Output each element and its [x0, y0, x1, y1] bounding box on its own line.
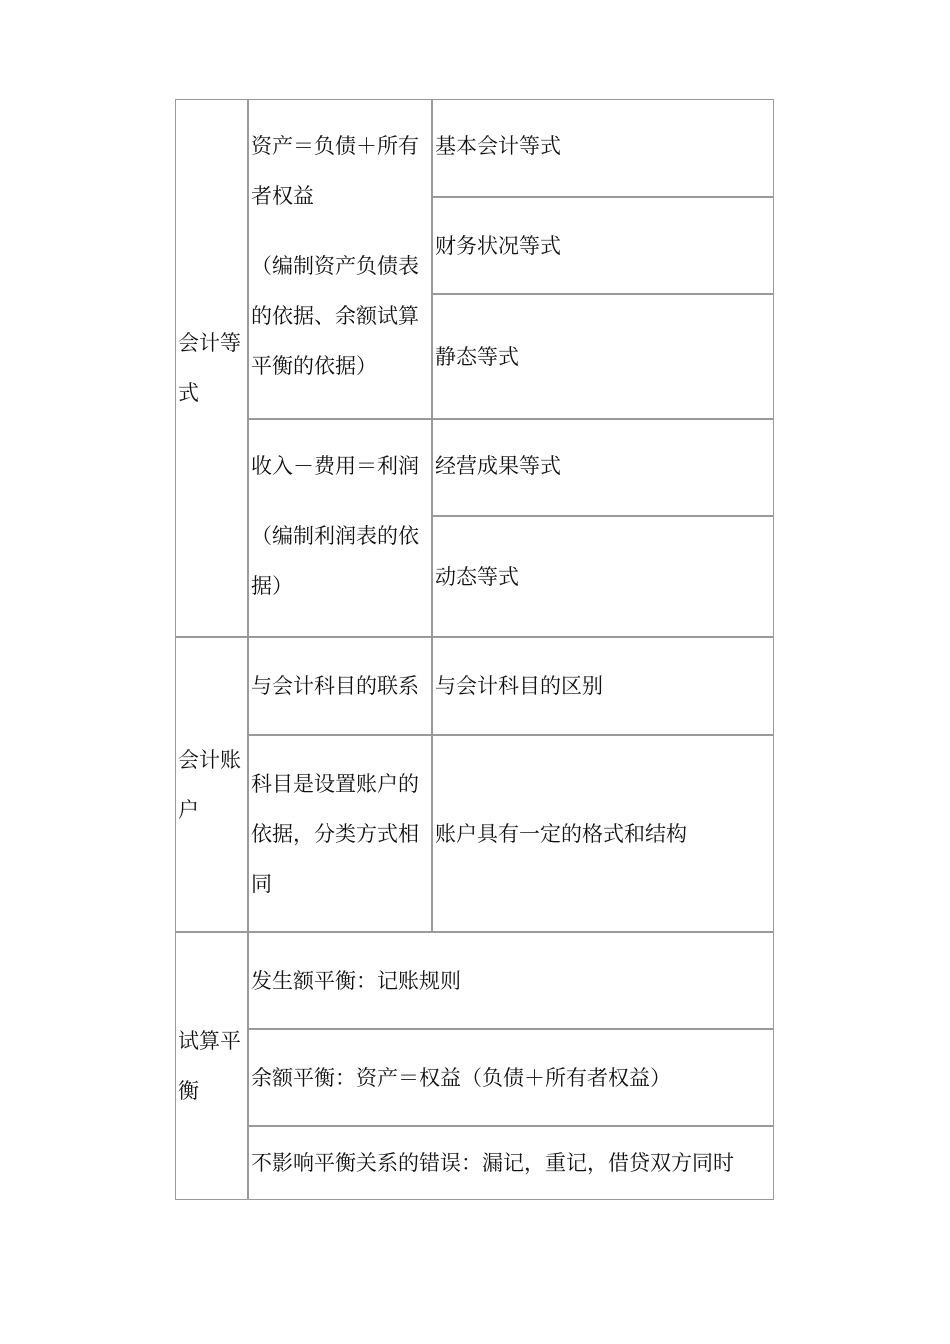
equation-name-text: 动态等式 [435, 564, 519, 589]
equation-note: （编制资产负债表的依据、余额试算平衡的依据） [251, 254, 419, 378]
body-text: 科目是设置账户的依据，分类方式相同 [251, 771, 419, 896]
header-text: 与会计科目的区别 [435, 674, 603, 698]
equation-name-text: 基本会计等式 [435, 134, 561, 158]
equation-cell-profit [248, 419, 432, 637]
section-label-text: 试算平衡 [178, 1029, 241, 1103]
header-text: 与会计科目的联系 [251, 674, 419, 698]
section-label-accounting-equation [175, 99, 248, 637]
trial-balance-line [248, 932, 774, 1029]
accounts-body-left [248, 735, 432, 932]
trial-balance-line [248, 1029, 774, 1126]
trial-balance-line [248, 1126, 774, 1200]
accounts-body-right [432, 735, 774, 932]
equation-name-text: 经营成果等式 [435, 454, 561, 478]
equation-name-cell [432, 419, 774, 516]
body-text: 账户具有一定的格式和结构 [435, 821, 687, 846]
equation-note: （编制利润表的依据） [251, 524, 419, 598]
accounts-header-left [248, 637, 432, 735]
equation-text: 收入－费用＝利润 [251, 454, 419, 478]
section-label-text: 会计账户 [178, 747, 241, 822]
line-text: 余额平衡：资产＝权益（负债＋所有者权益） [251, 1065, 671, 1090]
equation-name-cell [432, 516, 774, 637]
section-label-trial-balance [175, 932, 248, 1200]
line-text: 发生额平衡：记账规则 [251, 968, 461, 993]
section-label-accounts [175, 637, 248, 932]
equation-cell-balance [248, 99, 432, 419]
equation-text: 资产＝负债＋所有者权益 [251, 134, 419, 208]
line-text: 不影响平衡关系的错误：漏记，重记，借贷双方同时 [251, 1151, 734, 1175]
equation-name-text: 财务状况等式 [435, 233, 561, 258]
section-label-text: 会计等式 [178, 331, 241, 405]
summary-table [175, 99, 774, 1200]
accounts-header-right [432, 637, 774, 735]
equation-name-cell [432, 294, 774, 419]
equation-name-cell [432, 197, 774, 294]
equation-name-text: 静态等式 [435, 344, 519, 369]
equation-name-cell [432, 99, 774, 197]
